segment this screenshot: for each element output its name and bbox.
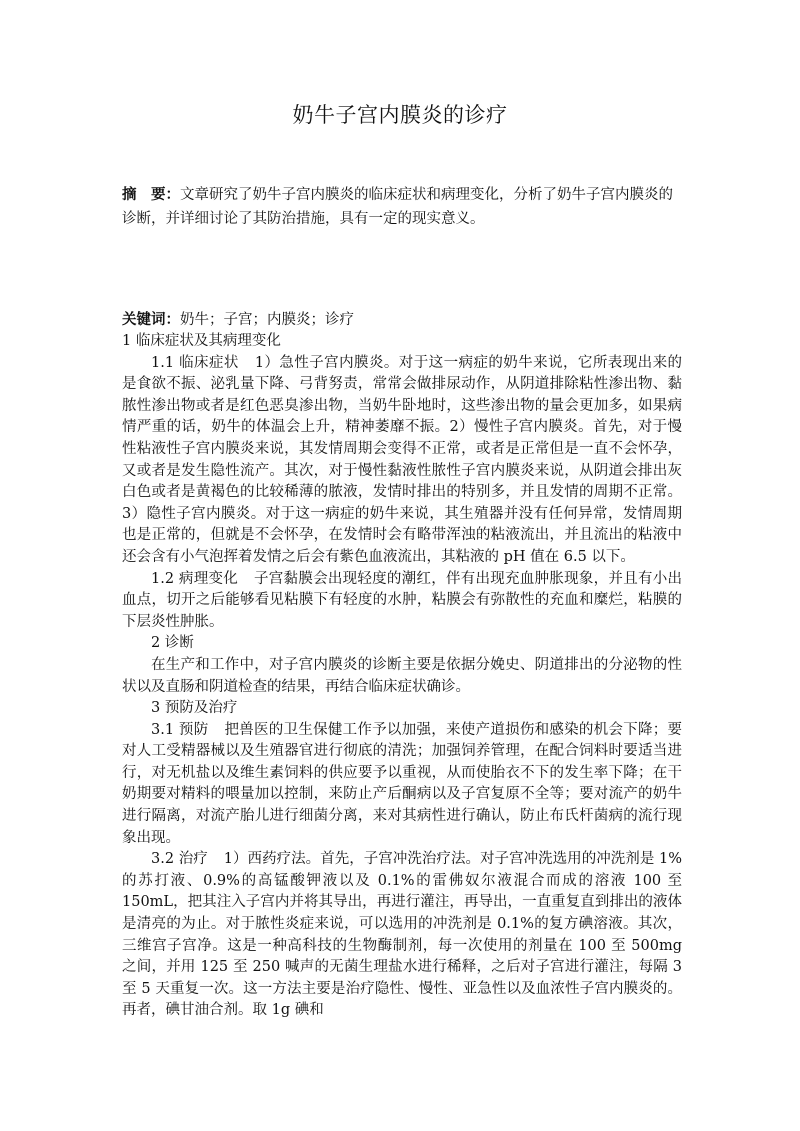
section-1-1-paragraph xyxy=(122,353,682,569)
section-1-1-text: 1）急性子宫内膜炎。对于这一病症的奶牛来说，它所表现出来的是食欲不振、泌乳量下降、弓背努责，常常会做排尿动作，从阴道排除粘性渗出物、黏脓性渗出物或者是红色恶臭渗出物，当奶牛卧地时，这些渗出物的量会更加多，如果病情严重的话，奶牛的体温会上升，精神萎靡不振。2）慢性子宫内膜炎。首先，对于慢性粘液性子宫内膜炎来说，其发情周期会变得不正常，或者是正常但是一直不会怀孕，又或者是发生隐性流产。其次，对于慢性黏液性脓性子宫内膜炎来说，从阴道会排出灰白色或者是黄褐色的比较稀薄的脓液，发情时排出的特别多，并且发情的周期不正常。3）隐性子宫内膜炎。对于这一病症的奶牛来说，其生殖器并没有任何异常，发情周期也是正常的，但就是不会怀孕，在发情时会有略带浑浊的粘液流出，并且流出的粘液中还会含有小气泡挥着发情之后会有紫色血液流出，其粘液的 pH 值在 6.5 以下。 xyxy=(122,354,682,565)
keywords xyxy=(122,309,680,331)
abstract xyxy=(122,183,680,231)
section-1-heading: 1 临床症状及其病理变化 xyxy=(122,333,281,349)
section-1-1-title: 1.1 临床症状 xyxy=(151,354,239,371)
section-3-1-text: 把兽医的卫生保健工作予以加强，来使产道损伤和感染的机会下降；要对人工受精器械以及生殖器官进行彻底的清洗；加强饲养管理，在配合饲料时要适当进行，对无机盐以及维生素饲料的供应要予以重视，从而使胎衣不下的发生率下降；在干奶期要对精料的喂量加以控制，来防止产后酮病以及子宫复原不全等；要对流产的奶牛进行隔离，对流产胎儿进行细菌分离，来对其病性进行确认，防止布氏杆菌病的流行现象出现。 xyxy=(122,721,683,846)
keywords-label: 关键词： xyxy=(122,312,180,328)
document-title: 奶牛子宫内膜炎的诊疗 xyxy=(292,103,508,127)
section-1-2-title: 1.2 病理变化 xyxy=(151,570,239,587)
section-3-2-text: 1）西药疗法。首先，子宫冲洗治疗法。对子宫冲洗选用的冲洗剂是 1%的苏打液、0.9%的高锰酸钾液以及 0.1%的雷佛奴尔液混合而成的溶液 100 至 150mL，把其注入子宫内并将其导出，再进行灌注，再导出，一直重复直到排出的液体是清亮的为止。对于脓性炎症来说，可以选用的冲洗剂是 0.1%的复方碘溶液。其次，三维宫子宫净。这是一种高科技的生物酶制剂，每一次使用的剂量在 100 至 500mg 之间，并用 125 至 250 喊声的无菌生理盐水进行稀释，之后对子宫进行灌注，每隔 3 至 5 天重复一次。这一方法主要是治疗隐性、慢性、亚急性以及血浓性子宫内膜炎的。再者，碘甘油合剂。取 1g 碘和 xyxy=(122,851,682,1019)
section-3-1-title: 3.1 预防 xyxy=(151,721,209,738)
abstract-text: 文章研究了奶牛子宫内膜炎的临床症状和病理变化，分析了奶牛子宫内膜炎的诊断，并详细讨论了其防治措施，具有一定的现实意义。 xyxy=(122,187,673,227)
section-3-2-title: 3.2 治疗 xyxy=(151,851,208,868)
section-1-2-text: 子宫黏膜会出现轻度的潮红，伴有出现充血肿胀现象，并且有小出血点，切开之后能够看见粘膜下有轻度的水肿，粘膜会有弥散性的充血和糜烂，粘膜的下层炎性肿胀。 xyxy=(122,570,683,630)
abstract-label: 摘 要： xyxy=(122,187,180,203)
document-body xyxy=(122,331,682,1022)
section-3-heading: 3 预防及治疗 xyxy=(151,700,238,717)
section-1-2-paragraph xyxy=(122,569,682,634)
keywords-text: 奶牛；子宫；内膜炎；诊疗 xyxy=(180,312,354,328)
section-2-heading: 2 诊断 xyxy=(151,635,194,652)
section-3-2-paragraph xyxy=(122,849,682,1022)
section-3-1-paragraph xyxy=(122,720,682,850)
section-2-text: 在生产和工作中，对子宫内膜炎的诊断主要是依据分娩史、阴道排出的分泌物的性状以及直肠和阴道检查的结果，再结合临床症状确诊。 xyxy=(122,656,682,695)
